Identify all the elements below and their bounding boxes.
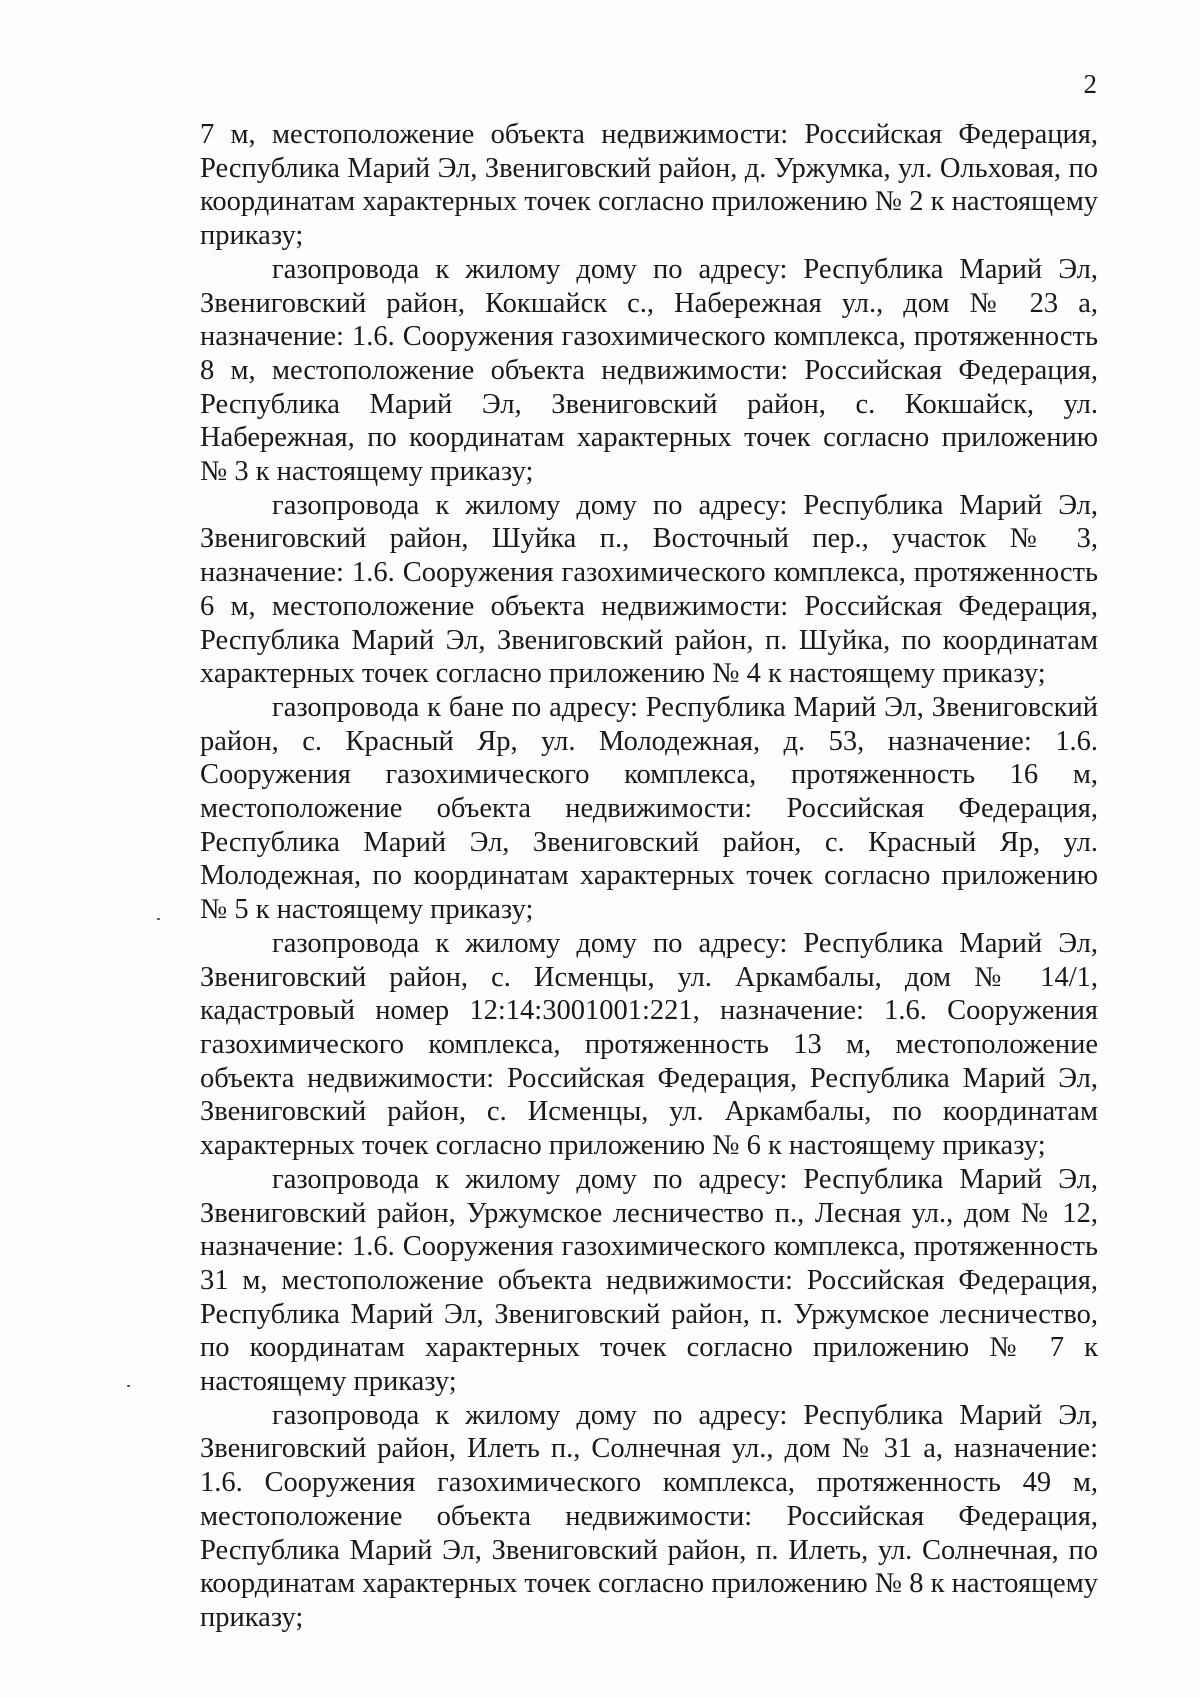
page-number: 2	[1083, 69, 1097, 99]
paragraph-continuation: 7 м, местоположение объекта недвижимости: Российская Федерация, Республика Марий Эл, Звениговский район, д. Уржумка, ул. Ольховая, по координатам характерных точек согласно приложению № 2 к настоящему приказу;	[200, 119, 1098, 252]
document-body	[200, 118, 1098, 1635]
paragraph-gas-pipeline-kokshaysk: газопровода к жилому дому по адресу: Республика Марий Эл, Звениговский район, Кокшайск с., Набережная ул., дом № 23 а, назначение: 1.6. Сооружения газохимического комплекса, протяженность 8 м, местоположение объекта недвижимости: Российская Федерация, Республика Марий Эл, Звениговский район, с. Кокшайск, ул. Набережная, по координатам характерных точек согласно приложению № 3 к настоящему приказу;	[200, 253, 1098, 488]
paragraph-gas-pipeline-ilet: газопровода к жилому дому по адресу: Республика Марий Эл, Звениговский район, Илеть п., Солнечная ул., дом № 31 а, назначение: 1.6. Сооружения газохимического комплекса, протяженность 49 м, местоположение объекта недвижимости: Российская Федерация, Республика Марий Эл, Звениговский район, п. Илеть, ул. Солнечная, по координатам характерных точек согласно приложению № 8 к настоящему приказу;	[200, 1399, 1098, 1633]
paragraph-gas-pipeline-urzhumskoe: газопровода к жилому дому по адресу: Республика Марий Эл, Звениговский район, Уржумское лесничество п., Лесная ул., дом № 12, назначение: 1.6. Сооружения газохимического комплекса, протяженность 31 м, местоположение объекта недвижимости: Российская Федерация, Республика Марий Эл, Звениговский район, п. Уржумское лесничество, по координатам характерных точек согласно приложению № 7 к настоящему приказу;	[200, 1163, 1098, 1398]
scan-speck	[157, 918, 160, 920]
scan-speck	[127, 1385, 130, 1387]
paragraph-gas-pipeline-krasny-yar: газопровода к бане по адресу: Республика Марий Эл, Звениговский район, с. Красный Яр, ул. Молодежная, д. 53, назначение: 1.6. Сооружения газохимического комплекса, протяженность 16 м, местоположение объекта недвижимости: Российская Федерация, Республика Марий Эл, Звениговский район, с. Красный Яр, ул. Молодежная, по координатам характерных точек согласно приложению № 5 к настоящему приказу;	[200, 691, 1098, 926]
paragraph-gas-pipeline-shuyka: газопровода к жилому дому по адресу: Республика Марий Эл, Звениговский район, Шуйка п., Восточный пер., участок № 3, назначение: 1.6. Сооружения газохимического комплекса, протяженность 6 м, местоположение объекта недвижимости: Российская Федерация, Республика Марий Эл, Звениговский район, п. Шуйка, по координатам характерных точек согласно приложению № 4 к настоящему приказу;	[200, 489, 1098, 690]
paragraph-gas-pipeline-ismentsy: газопровода к жилому дому по адресу: Республика Марий Эл, Звениговский район, с. Исменцы, ул. Аркамбалы, дом № 14/1, кадастровый номер 12:14:3001001:221, назначение: 1.6. Сооружения газохимического комплекса, протяженность 13 м, местоположение объекта недвижимости: Российская Федерация, Республика Марий Эл, Звениговский район, с. Исменцы, ул. Аркамбалы, по координатам характерных точек согласно приложению № 6 к настоящему приказу;	[200, 927, 1098, 1162]
